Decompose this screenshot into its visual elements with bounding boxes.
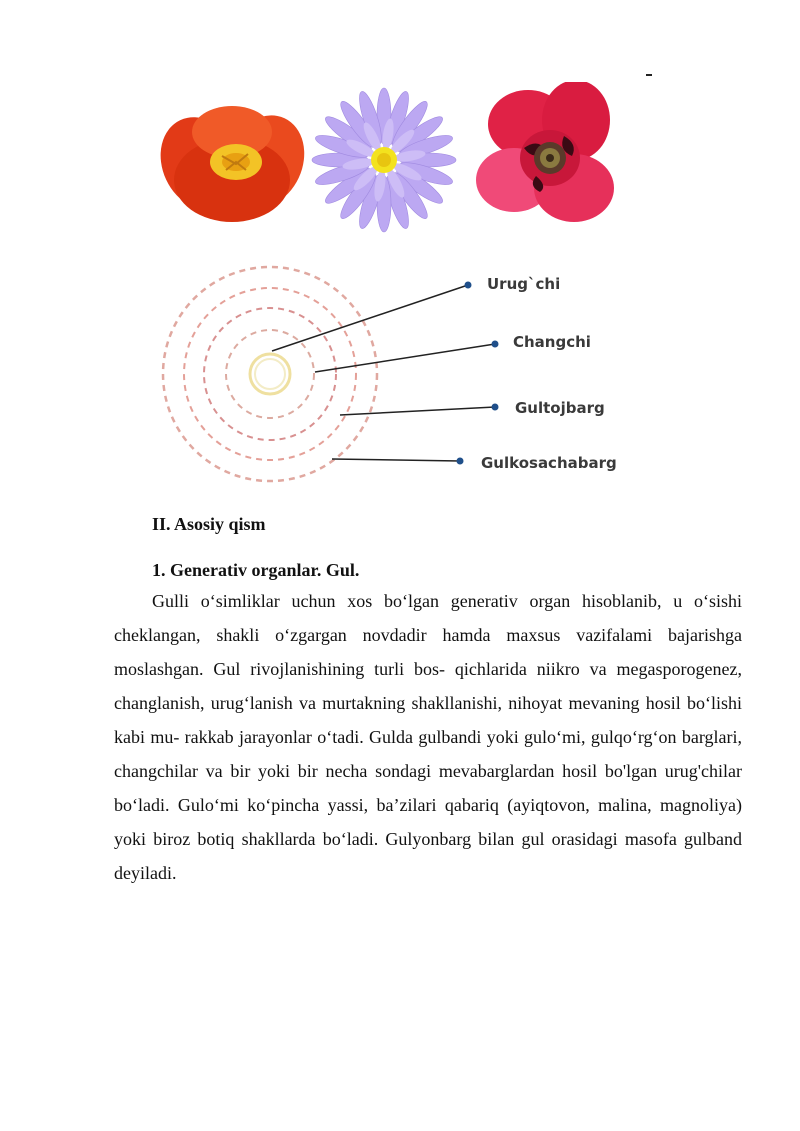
body-paragraph: Gulli o‘simliklar uchun xos bo‘lgan generativ organ hisoblanib, u o‘sishi cheklangan, shakli o‘zgargan novdadir hamda maxsus vazifalami bajarishga moslashgan. Gul rivojlanishining turli bos- qichlarida niikro va megasporogenez, changlanish, urug‘lanish va murtakning shakllanishi, nihoyat mevaning hosil bo‘lishi kabi mu- rakkab jarayonlar o‘tadi. Gulda gulbandi yoki gulo‘mi, gulqo‘rg‘on barglari, changchilar va bir yoki bir necha sondagi mevabarglardan hosil bo'lgan urug'chilar bo‘ladi. Gulo‘mi ko‘pincha yassi, ba’zilari qabariq (ayiqtovon, malina, magnoliya) yoki biroz botiq shakllarda bo‘ladi. Gulyonbarg bilan gul orasidagi masofa gulband deyiladi. [114, 591, 742, 883]
label-gultojbarg: Gultojbarg [515, 399, 605, 417]
orange-flower-image [160, 102, 319, 223]
aster-flower-image [312, 88, 456, 232]
pointer-line-gultojbarg [340, 407, 495, 415]
label-urugchi: Urug`chi [487, 275, 561, 293]
whorl-petals [184, 288, 356, 460]
pointer-dot-changchi [492, 341, 499, 348]
pointer-dot-gultojbarg [492, 404, 499, 411]
whorl-pistil-ring [226, 330, 314, 418]
pointer-line-gulkosachabarg [332, 459, 460, 461]
section-body [114, 510, 742, 890]
pointer-line-urugchi [272, 285, 468, 351]
subsection-heading: 1. Generativ organlar. Gul. [152, 560, 360, 580]
flower-photos [160, 82, 630, 242]
section-heading: II. Asosiy qism [152, 514, 266, 534]
page-mark [646, 74, 652, 76]
poppy-flower-image [476, 82, 614, 222]
pointer-line-changchi [315, 344, 495, 372]
flower-whorl-diagram [150, 255, 640, 485]
label-gulkosachabarg: Gulkosachabarg [481, 454, 617, 472]
pointer-dot-gulkosachabarg [457, 458, 464, 465]
label-changchi: Changchi [513, 333, 591, 351]
pointer-dot-urugchi [465, 282, 472, 289]
whorl-sepals [163, 267, 377, 481]
whorl-stamens [204, 308, 336, 440]
